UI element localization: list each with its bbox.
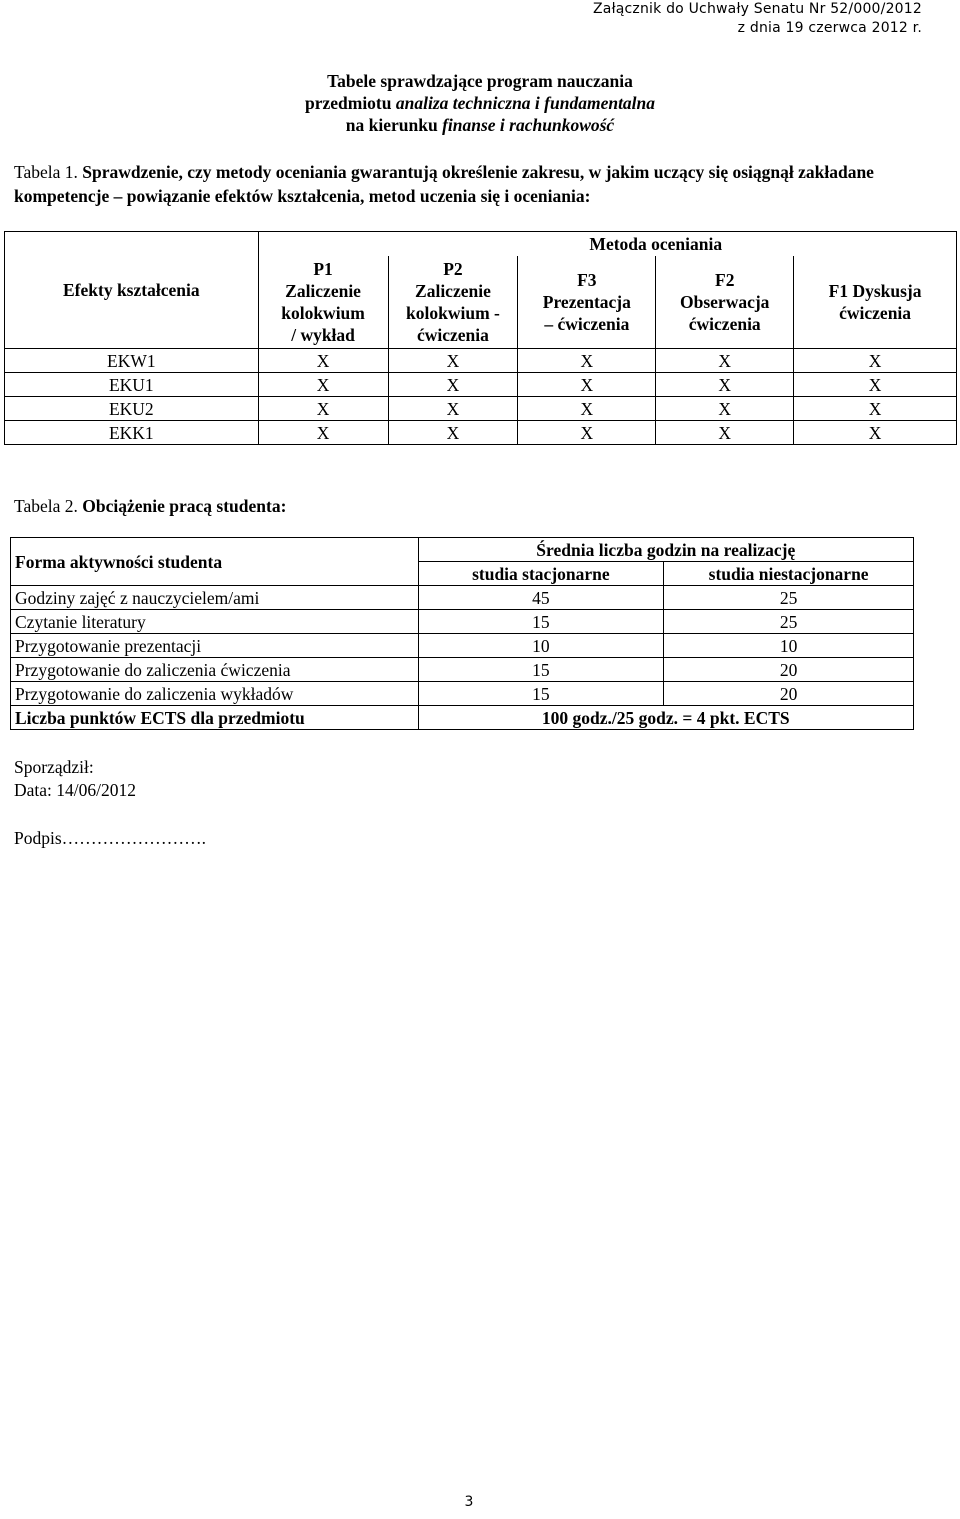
- method-mark: X: [258, 349, 388, 373]
- workload-table: [10, 537, 914, 730]
- table-row: [11, 586, 914, 610]
- method-header-line: F2: [715, 269, 735, 290]
- method-header-line: Obserwacja: [680, 291, 770, 312]
- signature-line: Podpis…………………….: [14, 828, 207, 848]
- header-methods: Metoda oceniania: [518, 232, 794, 256]
- method-header-line: – ćwiczenia: [544, 313, 630, 334]
- table1-caption-label: Tabela 1.: [14, 162, 78, 182]
- method-p2: [388, 256, 518, 349]
- method-mark: X: [388, 397, 518, 421]
- activity-label: Godziny zajęć z nauczycielem/ami: [11, 586, 419, 610]
- method-mark: X: [258, 421, 388, 445]
- total-value: 100 godz./25 godz. = 4 pkt. ECTS: [418, 706, 913, 730]
- activity-label: Przygotowanie prezentacji: [11, 634, 419, 658]
- method-mark: X: [388, 349, 518, 373]
- activity-label: Przygotowanie do zaliczenia ćwiczenia: [11, 658, 419, 682]
- method-mark: X: [794, 373, 957, 397]
- method-mark: X: [388, 373, 518, 397]
- table-row: [11, 634, 914, 658]
- header-full-time: studia stacjonarne: [418, 562, 664, 586]
- part-time-hours: 20: [664, 682, 914, 706]
- method-mark: X: [656, 373, 794, 397]
- table1-caption: [14, 160, 949, 208]
- method-mark: X: [388, 421, 518, 445]
- table1-caption-text: Sprawdzenie, czy metody oceniania gwarantują określenie zakresu, w jakim uczący się osiągnął zakładane kompetencje – powiązanie efektów kształcenia, metod uczenia się i oceniania:: [14, 162, 874, 206]
- method-mark: X: [518, 373, 656, 397]
- part-time-hours: 25: [664, 610, 914, 634]
- full-time-hours: 15: [418, 682, 664, 706]
- table-row: [5, 421, 957, 445]
- header-effects: Efekty kształcenia: [5, 232, 259, 349]
- method-f2: [656, 256, 794, 349]
- date: Data: 14/06/2012: [14, 780, 136, 800]
- header-form: Forma aktywności studenta: [11, 538, 419, 586]
- method-mark: X: [518, 349, 656, 373]
- method-mark: X: [656, 421, 794, 445]
- annex-line-1: Załącznik do Uchwały Senatu Nr 52/000/2012: [593, 1, 922, 17]
- title-line-3: [0, 114, 960, 136]
- title-line-1: Tabele sprawdzające program nauczania: [327, 71, 633, 91]
- title-line-2: [0, 92, 960, 114]
- effect-code: EKU1: [5, 373, 259, 397]
- table-row: [11, 682, 914, 706]
- effect-code: EKU2: [5, 397, 259, 421]
- method-f3: [518, 256, 656, 349]
- part-time-hours: 10: [664, 634, 914, 658]
- table-row: [5, 373, 957, 397]
- method-mark: X: [656, 349, 794, 373]
- method-header-line: ćwiczenia: [688, 313, 761, 334]
- part-time-hours: 20: [664, 658, 914, 682]
- method-mark: X: [518, 397, 656, 421]
- method-header-line: ćwiczenia: [839, 302, 912, 323]
- activity-label: Czytanie literatury: [11, 610, 419, 634]
- effect-code: EKK1: [5, 421, 259, 445]
- method-header-line: F3: [577, 269, 597, 290]
- method-mark: X: [656, 397, 794, 421]
- method-header-line: Zaliczenie: [415, 280, 491, 301]
- method-mark: X: [518, 421, 656, 445]
- annex-reference: [593, 0, 922, 38]
- document-title: [0, 70, 960, 136]
- assessment-methods-table: [4, 231, 957, 445]
- full-time-hours: 15: [418, 658, 664, 682]
- method-header-line: P2: [443, 258, 463, 279]
- annex-line-2: z dnia 19 czerwca 2012 r.: [737, 20, 922, 36]
- table2-caption-label: Tabela 2.: [14, 496, 78, 516]
- method-header-line: / wykład: [291, 324, 355, 345]
- table2-caption: [14, 494, 286, 518]
- method-mark: X: [794, 349, 957, 373]
- method-header-line: P1: [313, 258, 333, 279]
- part-time-hours: 25: [664, 586, 914, 610]
- effect-code: EKW1: [5, 349, 259, 373]
- page-number: 3: [464, 1494, 474, 1510]
- prepared-by: Sporządził:: [14, 757, 94, 777]
- method-mark: X: [258, 373, 388, 397]
- total-label: Liczba punktów ECTS dla przedmiotu: [11, 706, 419, 730]
- table-row: [11, 610, 914, 634]
- title-line-3-prefix: na kierunku: [345, 115, 443, 135]
- subject-name: analiza techniczna i fundamentalna: [395, 93, 656, 113]
- table-row: [11, 658, 914, 682]
- method-f1: [794, 256, 957, 349]
- header-average-hours: Średnia liczba godzin na realizację: [418, 538, 913, 562]
- activity-label: Przygotowanie do zaliczenia wykładów: [11, 682, 419, 706]
- full-time-hours: 10: [418, 634, 664, 658]
- full-time-hours: 15: [418, 610, 664, 634]
- field-of-study: finanse i rachunkowość: [442, 115, 615, 135]
- method-mark: X: [794, 397, 957, 421]
- method-header-line: F1 Dyskusja: [828, 280, 922, 301]
- method-header-line: kolokwium -: [406, 302, 500, 323]
- method-mark: X: [794, 421, 957, 445]
- full-time-hours: 45: [418, 586, 664, 610]
- method-header-line: kolokwium: [281, 302, 365, 323]
- table-row: [5, 397, 957, 421]
- header-part-time: studia niestacjonarne: [664, 562, 914, 586]
- method-header-line: ćwiczenia: [416, 324, 489, 345]
- table2-caption-text: Obciążenie pracą studenta:: [82, 496, 287, 516]
- method-header-line: Zaliczenie: [285, 280, 361, 301]
- title-line-2-prefix: przedmiotu: [304, 93, 396, 113]
- method-mark: X: [258, 397, 388, 421]
- table-row: [5, 349, 957, 373]
- method-header-line: Prezentacja: [542, 291, 631, 312]
- method-p1: [258, 256, 388, 349]
